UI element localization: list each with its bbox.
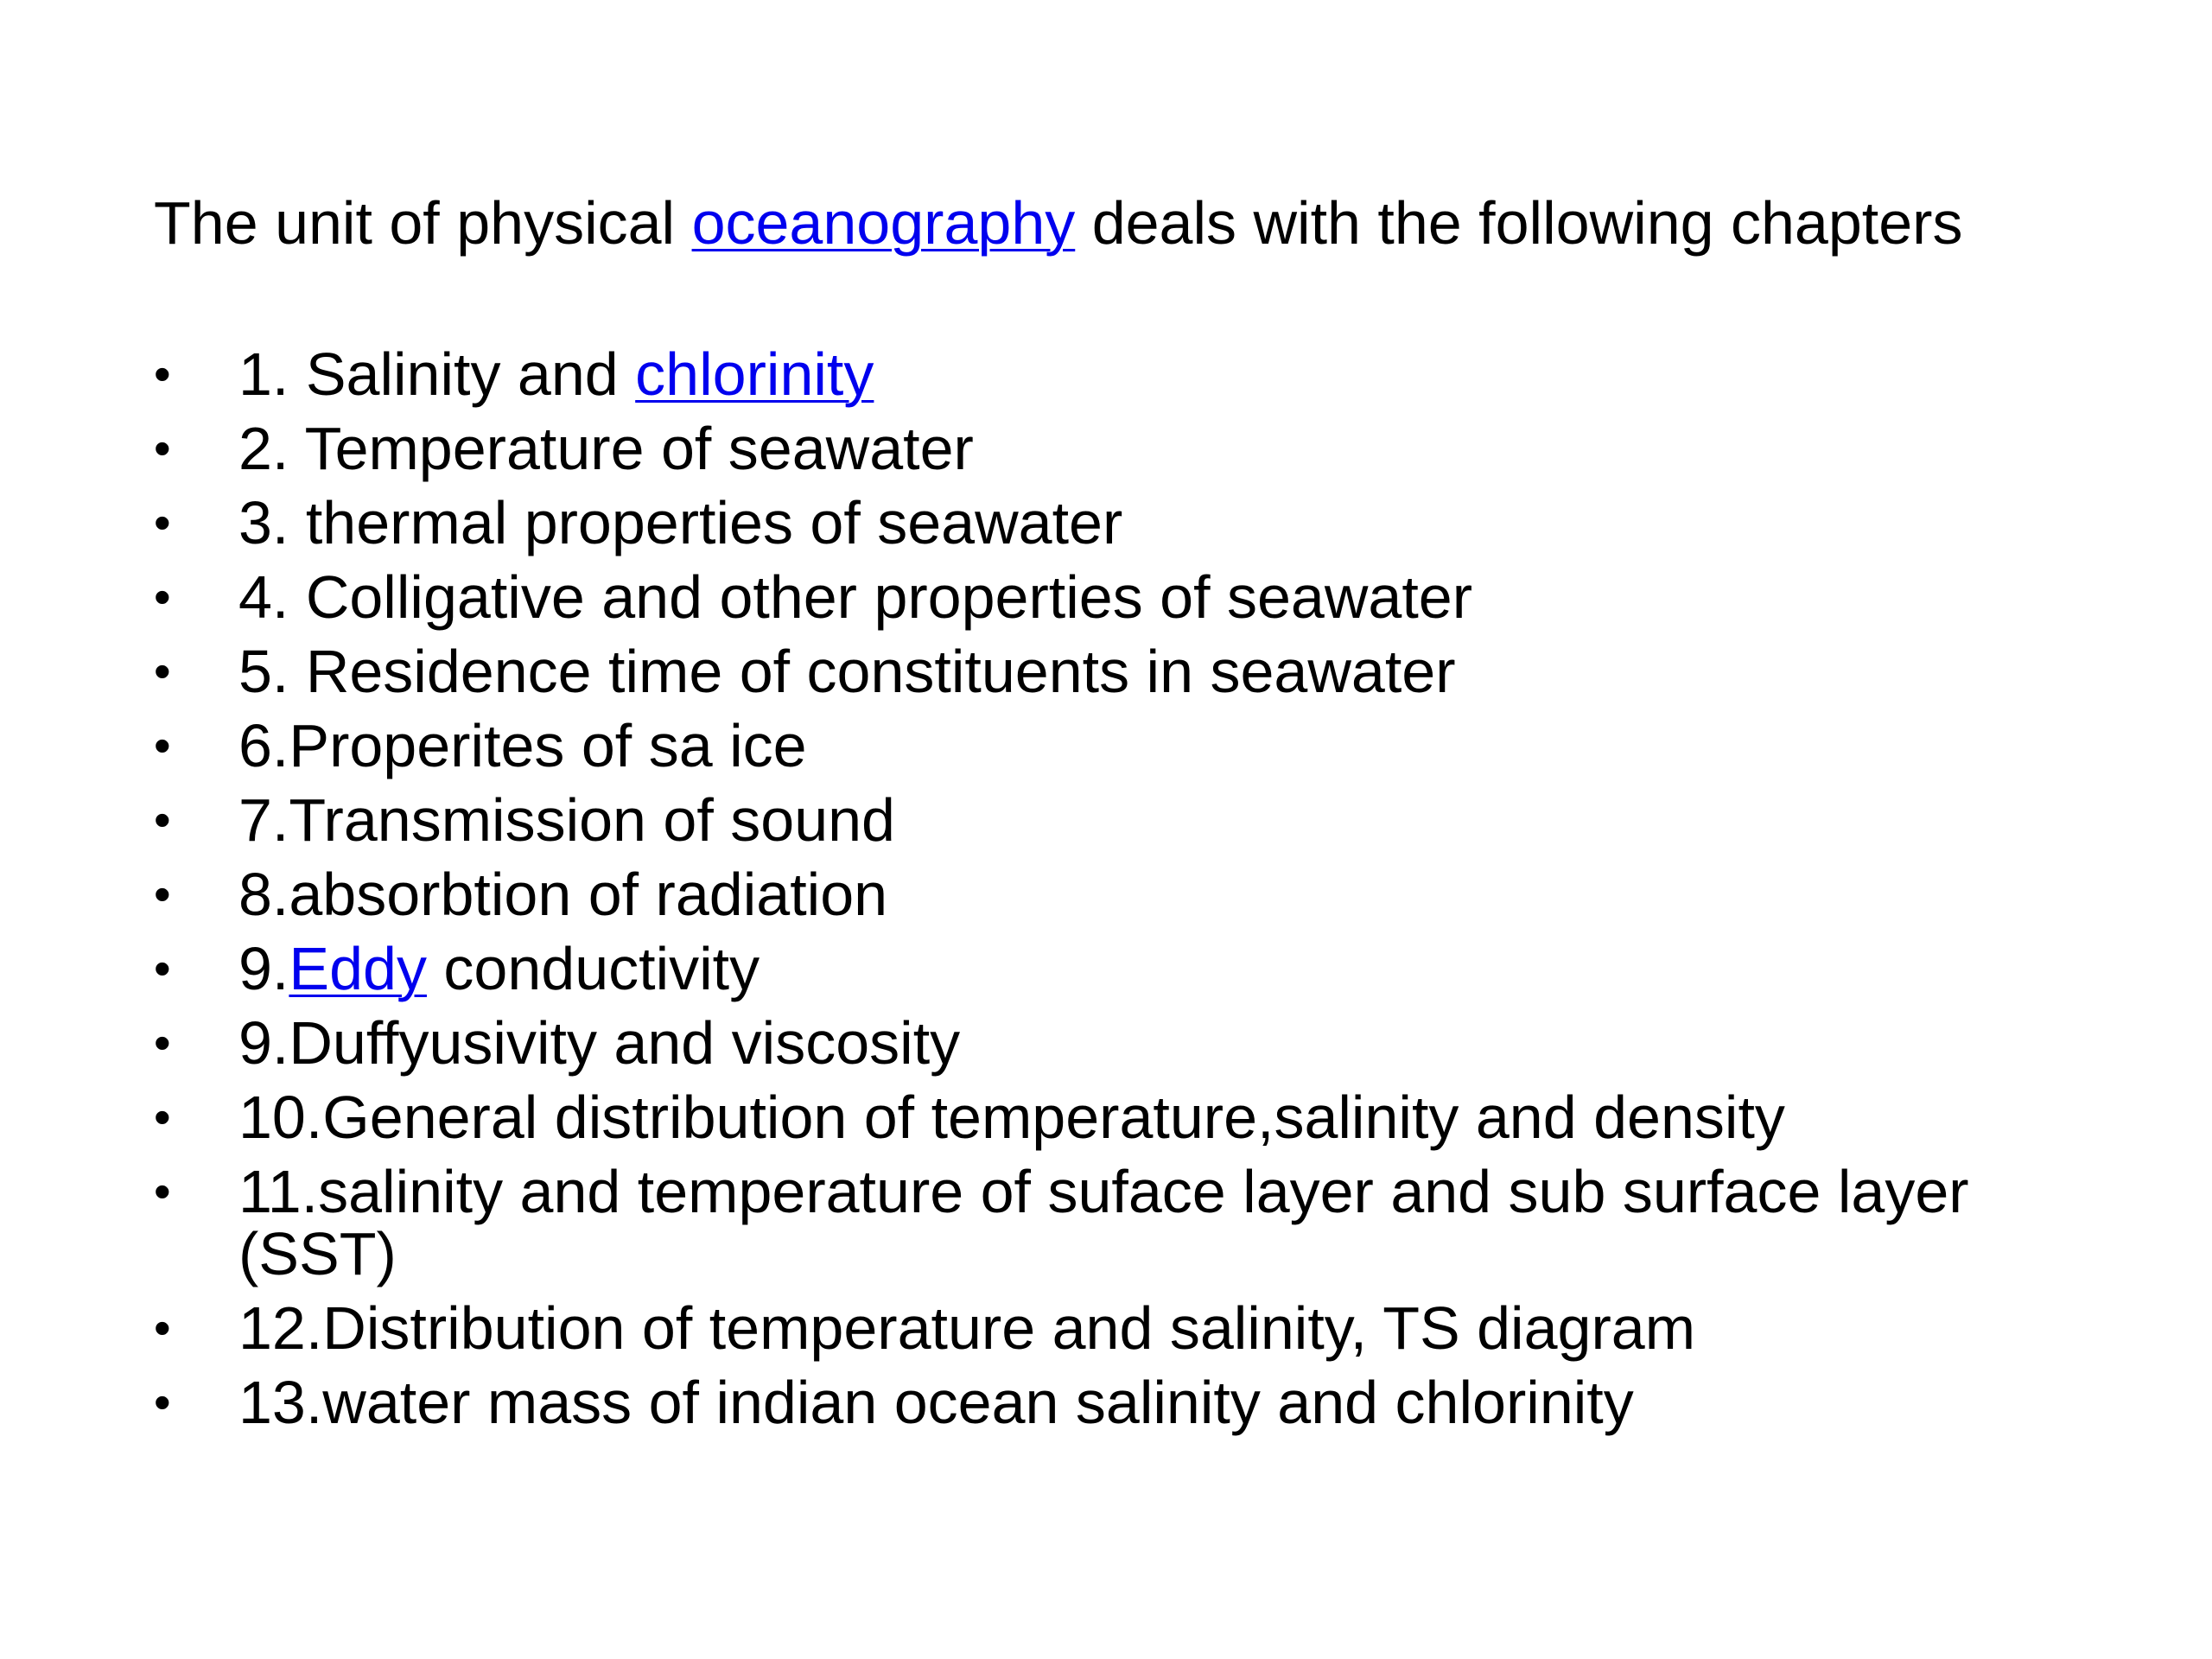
chapter-text-before: 9. [238, 935, 289, 1002]
bullet-icon: • [154, 1300, 171, 1355]
chapter-text-before: 1. Salinity and [238, 340, 636, 408]
bullet-icon: • [154, 1375, 171, 1429]
bullet-icon: • [154, 1015, 171, 1070]
intro-heading [154, 187, 1963, 259]
list-item [154, 1006, 2141, 1080]
bullet-icon: • [154, 569, 171, 624]
list-item [154, 857, 2141, 931]
list-item [154, 783, 2141, 857]
bullet-icon: • [154, 867, 171, 921]
chapter-list [154, 337, 2141, 1440]
bullet-icon: • [154, 718, 171, 772]
oceanography-link[interactable]: oceanography [691, 189, 1076, 257]
bullet-icon: • [154, 346, 171, 401]
bullet-icon: • [154, 792, 171, 847]
chapter-text: 12.Distribution of temperature and salinity, TS diagram [238, 1294, 1696, 1362]
list-item [154, 709, 2141, 783]
chapter-text: 9.Duffyusivity and viscosity [238, 1009, 961, 1077]
bullet-icon: • [154, 1090, 171, 1144]
bullet-icon: • [154, 1164, 171, 1218]
chapter-text: 6.Properites of sa ice [238, 712, 807, 779]
list-item [154, 486, 2141, 560]
chlorinity-link[interactable]: chlorinity [635, 340, 874, 408]
chapter-text: 8.absorbtion of radiation [238, 861, 888, 928]
list-item [154, 411, 2141, 486]
list-item [154, 931, 2141, 1006]
chapter-text-line2: (SST) [238, 1220, 397, 1287]
list-item [154, 634, 2141, 709]
list-item [154, 1365, 2141, 1440]
intro-text-after: deals with the following chapters [1075, 189, 1963, 257]
intro-text-before: The unit of physical [154, 189, 692, 257]
bullet-icon: • [154, 495, 171, 550]
bullet-icon: • [154, 644, 171, 698]
eddy-link[interactable]: Eddy [289, 935, 427, 1002]
chapter-text: 4. Colligative and other properties of seawater [238, 563, 1473, 631]
chapter-text: 2. Temperature of seawater [238, 415, 974, 482]
list-item [154, 1154, 2141, 1291]
chapter-text: 7.Transmission of sound [238, 786, 895, 854]
list-item [154, 337, 2141, 411]
chapter-text: 10.General distribution of temperature,salinity and density [238, 1084, 1785, 1151]
list-item [154, 560, 2141, 634]
bullet-icon: • [154, 941, 171, 995]
chapter-text-after: conductivity [426, 935, 760, 1002]
bullet-icon: • [154, 421, 171, 475]
chapter-text: 5. Residence time of constituents in seawater [238, 638, 1456, 705]
list-item [154, 1291, 2141, 1365]
list-item [154, 1080, 2141, 1154]
chapter-text-line1: 11.salinity and temperature of suface layer and sub surface layer [238, 1158, 1969, 1225]
chapter-text: 13.water mass of indian ocean salinity and chlorinity [238, 1369, 1634, 1436]
chapter-text: 3. thermal properties of seawater [238, 489, 1123, 556]
